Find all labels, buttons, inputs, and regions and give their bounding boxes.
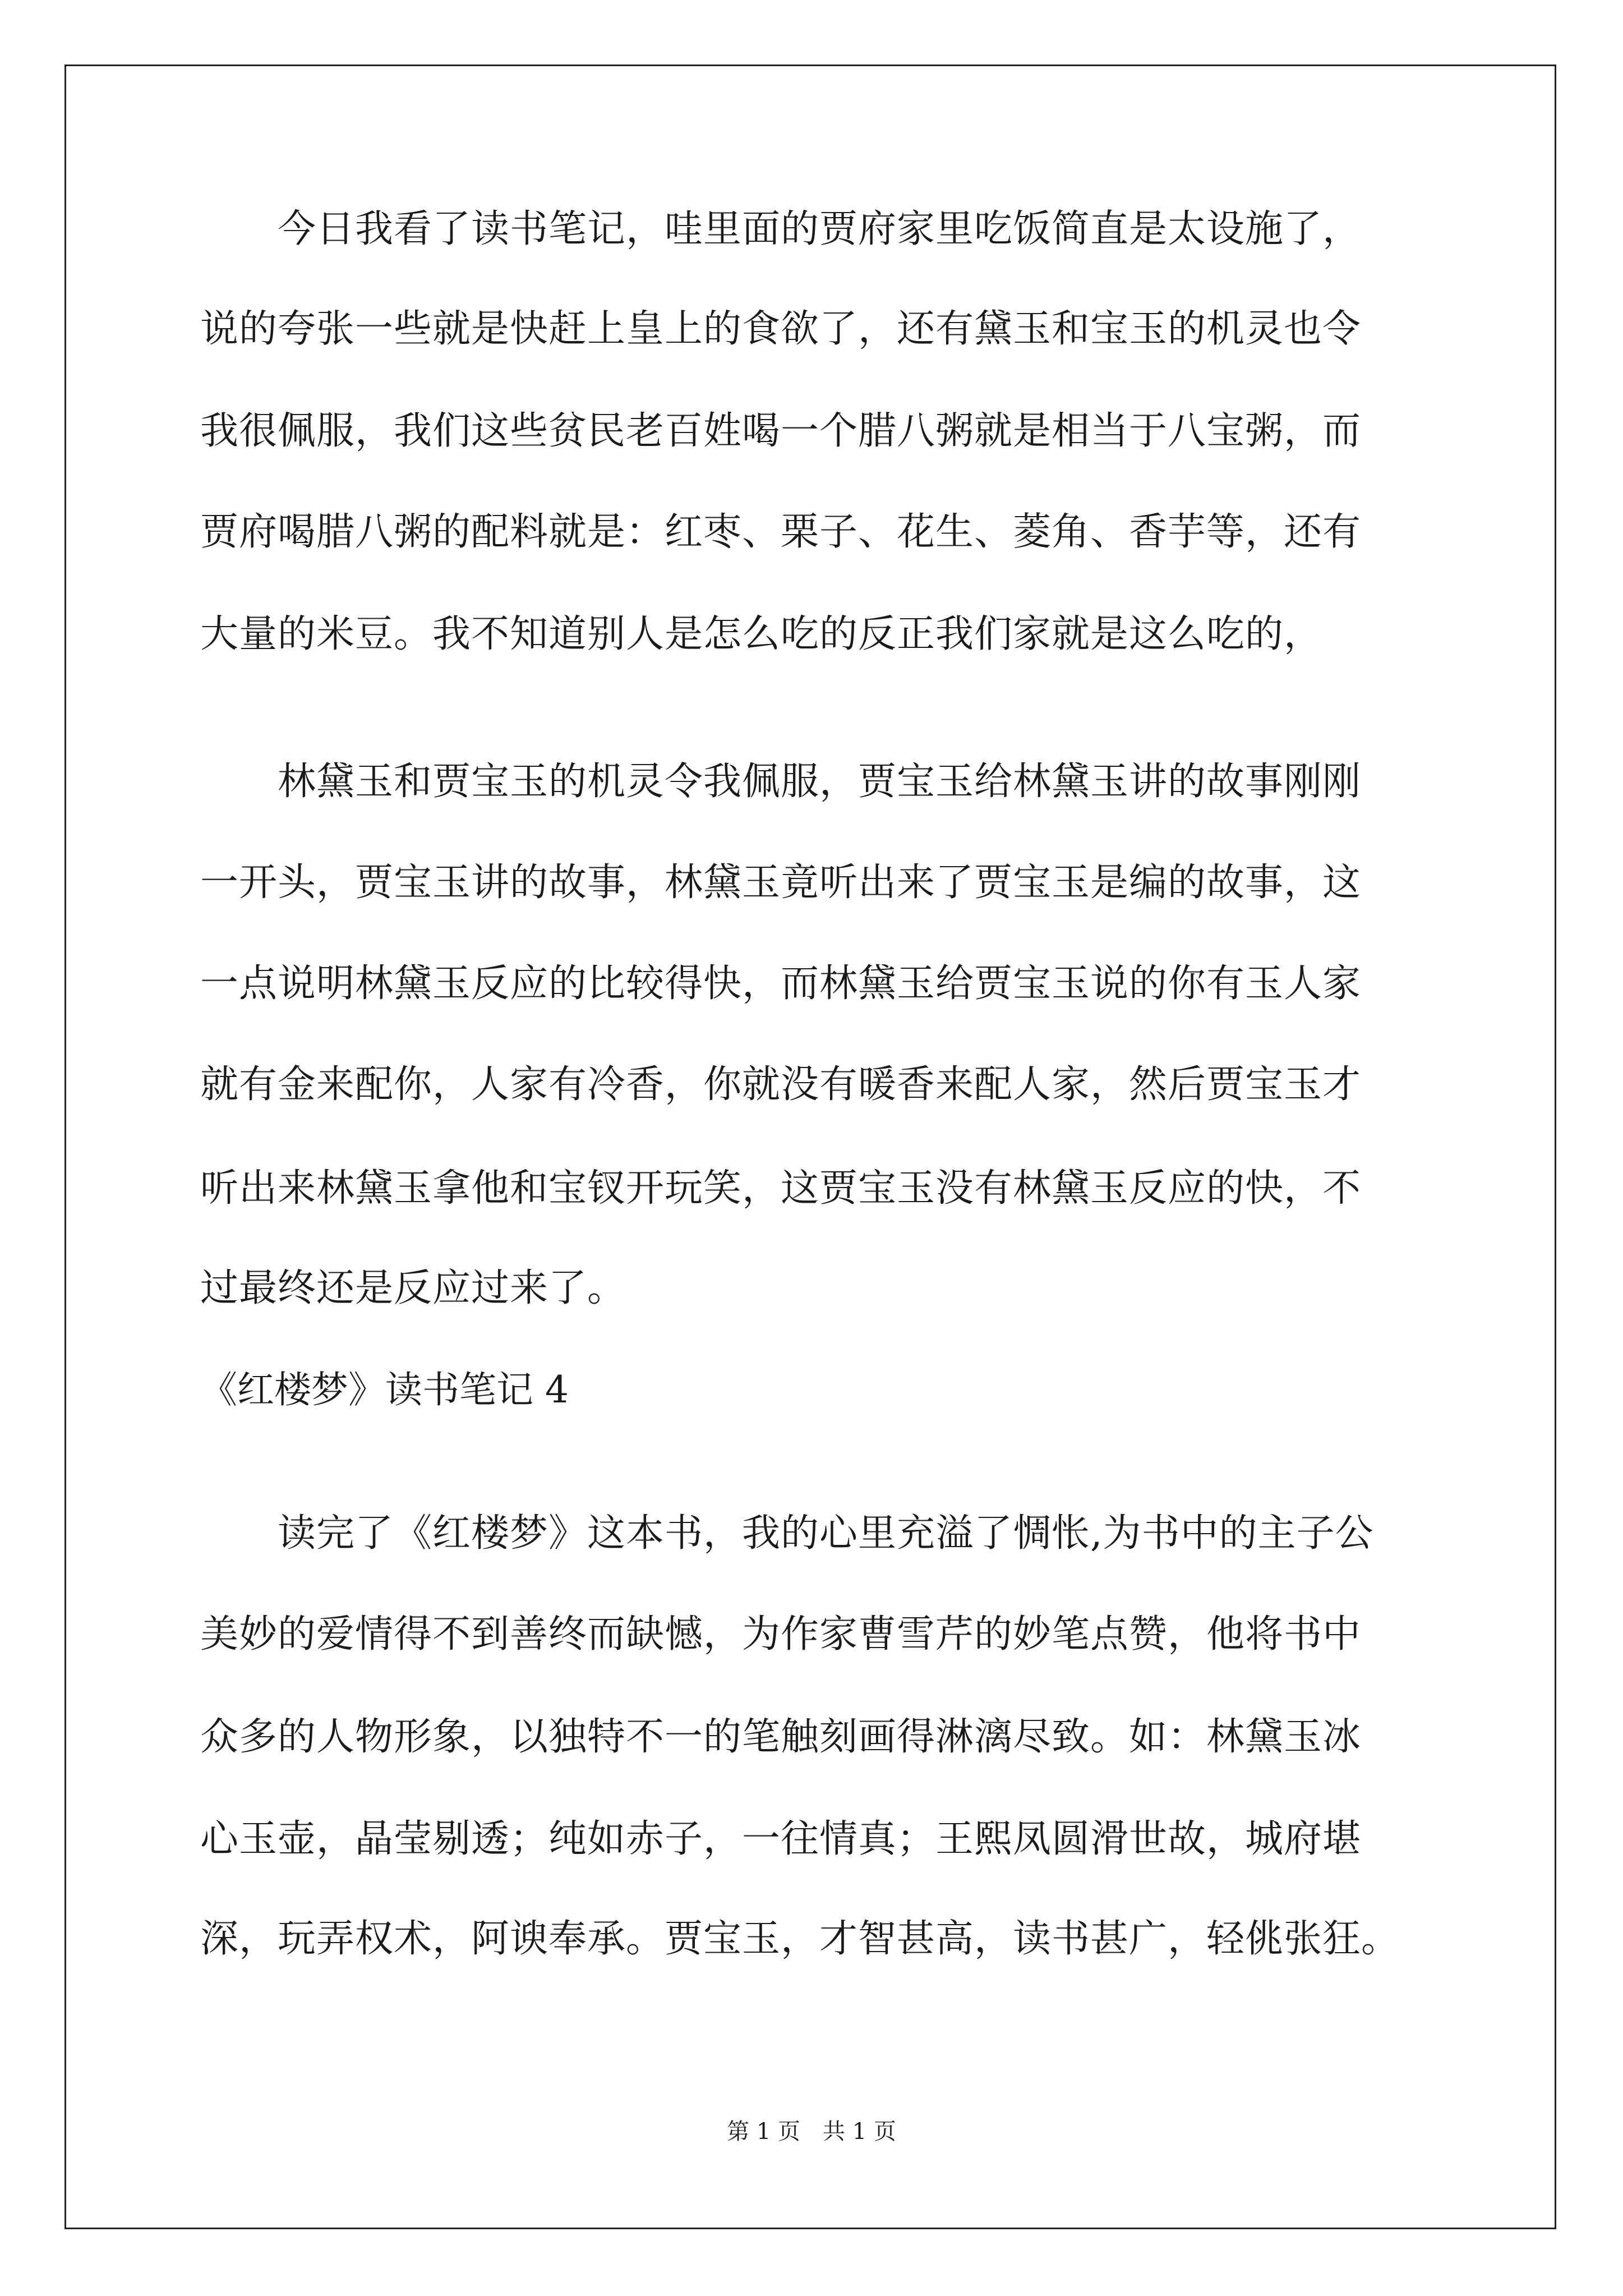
paragraph-1-line-5: 大量的米豆。我不知道别人是怎么吃的反正我们家就是这么吃的，: [200, 612, 1323, 656]
paragraph-2-line-1: 林黛玉和贾宝玉的机灵令我佩服，贾宝玉给林黛玉讲的故事刚刚: [200, 760, 1362, 804]
paragraph-1-line-1: 今日我看了读书笔记，哇里面的贾府家里吃饭简直是太设施了，: [200, 207, 1362, 251]
paragraph-3-line-5: 深，玩弄权术，阿谀奉承。贾宝玉，才智甚高，读书甚广，轻佻张狂。: [200, 1917, 1400, 1961]
paragraph-3-line-4: 心玉壶，晶莹剔透；纯如赤子，一往情真；王熙凤圆滑世故，城府堪: [200, 1817, 1362, 1861]
paragraph-2-line-5: 听出来林黛玉拿他和宝钗开玩笑，这贾宝玉没有林黛玉反应的快，不: [200, 1166, 1362, 1211]
paragraph-2-line-6: 过最终还是反应过来了。: [200, 1266, 626, 1310]
page-border: [64, 65, 1556, 2229]
paragraph-1-line-4: 贾府喝腊八粥的配料就是：红枣、栗子、花生、菱角、香芋等，还有: [200, 510, 1362, 554]
paragraph-2-line-3: 一点说明林黛玉反应的比较得快，而林黛玉给贾宝玉说的你有玉人家: [200, 961, 1362, 1006]
paragraph-3-line-2: 美妙的爱情得不到善终而缺憾，为作家曹雪芹的妙笔点赞，他将书中: [200, 1612, 1362, 1657]
paragraph-1-line-3: 我很佩服，我们这些贫民老百姓喝一个腊八粥就是相当于八宝粥，而: [200, 409, 1362, 453]
page-footer: 第 1 页 共 1 页: [727, 2119, 896, 2145]
paragraph-2-line-2: 一开头，贾宝玉讲的故事，林黛玉竟听出来了贾宝玉是编的故事，这: [200, 861, 1362, 905]
paragraph-3-line-1: 读完了《红楼梦》这本书，我的心里充溢了惆怅,为书中的主子公: [200, 1511, 1374, 1556]
paragraph-2-line-4: 就有金来配你，人家有冷香，你就没有暖香来配人家，然后贾宝玉才: [200, 1062, 1362, 1107]
paragraph-1-line-2: 说的夸张一些就是快赶上皇上的食欲了，还有黛玉和宝玉的机灵也令: [200, 307, 1362, 351]
section-heading: 《红楼梦》读书笔记 4: [200, 1368, 569, 1411]
paragraph-3-line-3: 众多的人物形象，以独特不一的笔触刻画得淋漓尽致。如：林黛玉冰: [200, 1715, 1362, 1759]
